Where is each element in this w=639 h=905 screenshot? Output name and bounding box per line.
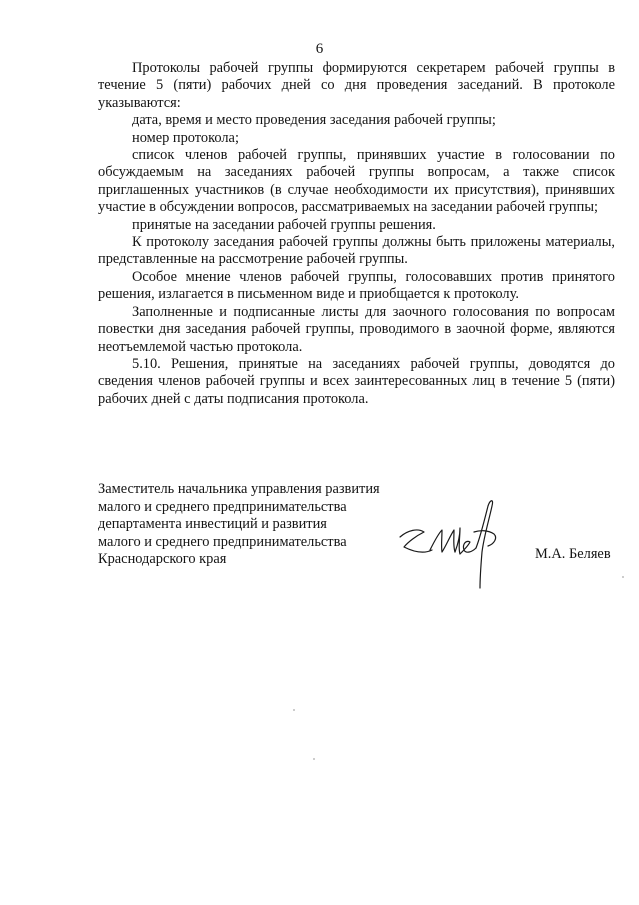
- paragraph-section-5-10: 5.10. Решения, принятые на заседаниях рабочей группы, доводятся до сведения членов рабочей группы и всех заинтересованных лиц в течение 5 (пяти) рабочих дней с даты подписания протокола.: [98, 355, 615, 407]
- signer-position-line: малого и среднего предпринимательства: [98, 533, 347, 550]
- signer-name: М.А. Беляев: [535, 546, 611, 562]
- signer-position-line: департамента инвестиций и развития: [98, 516, 327, 533]
- signer-position-line: малого и среднего предпринимательства: [98, 498, 347, 515]
- page-number: 6: [315, 41, 324, 57]
- paragraph-decisions: принятые на заседании рабочей группы решения.: [132, 216, 436, 233]
- scan-speck: [293, 709, 295, 711]
- paragraph-dissenting-opinion: Особое мнение членов рабочей группы, голосовавших против принятого решения, излагается в письменном виде и приобщается к протоколу.: [98, 268, 615, 303]
- signer-position-line: Заместитель начальника управления развития: [98, 481, 380, 497]
- document-body: [98, 60, 615, 408]
- signer-position-line: Краснодарского края: [98, 551, 227, 568]
- signer-position: [98, 481, 418, 569]
- scan-speck: [313, 758, 315, 760]
- paragraph-protocols-intro: Протоколы рабочей группы формируются секретарем рабочей группы в течение 5 (пяти) рабочих дней со дня проведения заседаний. В протоколе указываются:: [98, 60, 615, 111]
- paragraph-voting-sheets: Заполненные и подписанные листы для заочного голосования по вопросам повестки дня заседания рабочей группы, проводимого в заочной форме, являются неотъемлемой частью протокола.: [98, 303, 615, 355]
- paragraph-protocol-number: номер протокола;: [132, 129, 239, 146]
- paragraph-members-list: список членов рабочей группы, принявших участие в голосовании по обсуждаемым на заседаниях рабочей группы вопросам, а также список приглашенных участников (в случае необходимости их присутствия), принявших участие в обсуждении вопросов, рассматриваемых на заседании рабочей группы;: [98, 147, 615, 216]
- paragraph-attached-materials: К протоколу заседания рабочей группы должны быть приложены материалы, представленные на рассмотрение рабочей группы.: [98, 234, 615, 268]
- paragraph-date-time-place: дата, время и место проведения заседания рабочей группы;: [132, 112, 496, 129]
- handwritten-signature: [394, 492, 506, 594]
- scan-speck: [622, 576, 624, 578]
